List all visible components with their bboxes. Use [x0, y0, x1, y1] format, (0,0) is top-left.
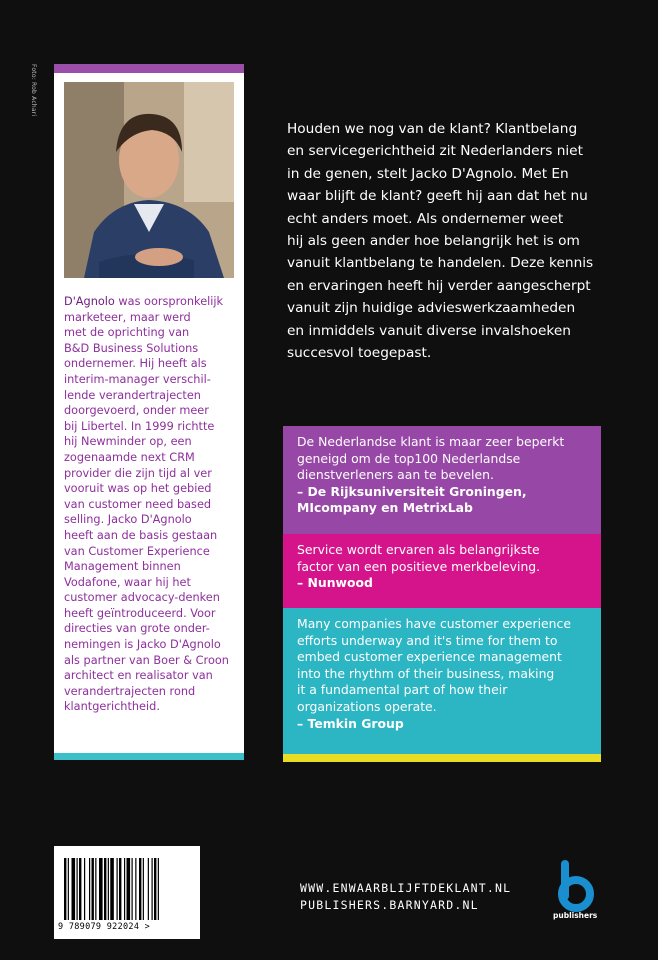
quote-text: De Nederlandse klant is maar zeer beperkt geneigd om de top100 Nederlandse dienstverleners aan te bevelen. [297, 434, 565, 483]
quote-text: Many companies have customer experience efforts underway and it's time for them to embed customer experience management into the rhythm of their business, making it a fundamental part of how their organizations operate. [297, 616, 571, 714]
publisher-url[interactable]: PUBLISHERS.BARNYARD.NL [300, 898, 479, 912]
yellow-strip [283, 754, 601, 762]
website-urls [300, 880, 511, 914]
author-bio-text [64, 294, 240, 715]
author-bio-body: was oorspronkelijk marketeer, maar werd met de oprichting van B&D Business Solutions ondernemer. Hij heeft als interim-manager verschil- lende verandertrajecten doorgevoerd, onder meer bij Libertel. In 1999 richtte hij Newminder op, een zogenaamde next CRM provider die zijn tijd al ver vooruit was op het gebied van customer need based selling. Jacko D'Agnolo heeft aan de basis gestaan van Customer Experience Management binnen Vodafone, waar hij het customer advocacy-denken heeft geïntroduceerd. Voor directies van grote onder- nemingen is Jacko D'Agnolo als partner van Boer & Croon architect en realisator van verandertrajecten rond klantgerichtheid. [64, 295, 229, 714]
quote-box-temkin [283, 608, 601, 754]
author-bio-card [54, 64, 244, 760]
quote-box-rug [283, 426, 601, 534]
quote-attribution: – Temkin Group [297, 715, 404, 731]
quote-attribution: – De Rijksuniversiteit Groningen, MIcompany en MetrixLab [297, 483, 527, 516]
barcode-bars [64, 858, 190, 920]
author-name: D'Agnolo [64, 295, 115, 308]
publisher-logo-text: publishers [553, 911, 598, 920]
photo-credit: Foto: Rob Achari [30, 64, 37, 117]
quote-attribution: – Nunwood [297, 575, 373, 591]
barcode [54, 846, 200, 939]
quote-box-nunwood [283, 534, 601, 608]
website-url[interactable]: WWW.ENWAARBLIJFTDEKLANT.NL [300, 881, 512, 895]
author-portrait [64, 82, 234, 278]
bio-bottom-strip [54, 753, 244, 760]
isbn-digits: 9 789079 922024 > [58, 922, 151, 932]
bio-top-strip [54, 64, 244, 73]
quote-text: Service wordt ervaren als belangrijkste factor van een positieve merkbeleving. [297, 542, 541, 574]
author-portrait-illustration [64, 82, 234, 278]
book-blurb: Houden we nog van de klant? Klantbelang en servicegerichtheid zit Nederlanders niet in de genen, stelt Jacko D'Agnolo. Met En waar blijft de klant? geeft hij aan dat het nu echt anders moet. Als ondernemer weet hij als geen ander hoe belangrijk het is om vanuit klantbelang te handelen. Deze kennis en ervaringen heeft hij verder aangescherpt vanuit zijn huidige advieswerkzaamheden en inmiddels vanuit diverse invalshoeken succesvol toegepast. [287, 121, 594, 362]
